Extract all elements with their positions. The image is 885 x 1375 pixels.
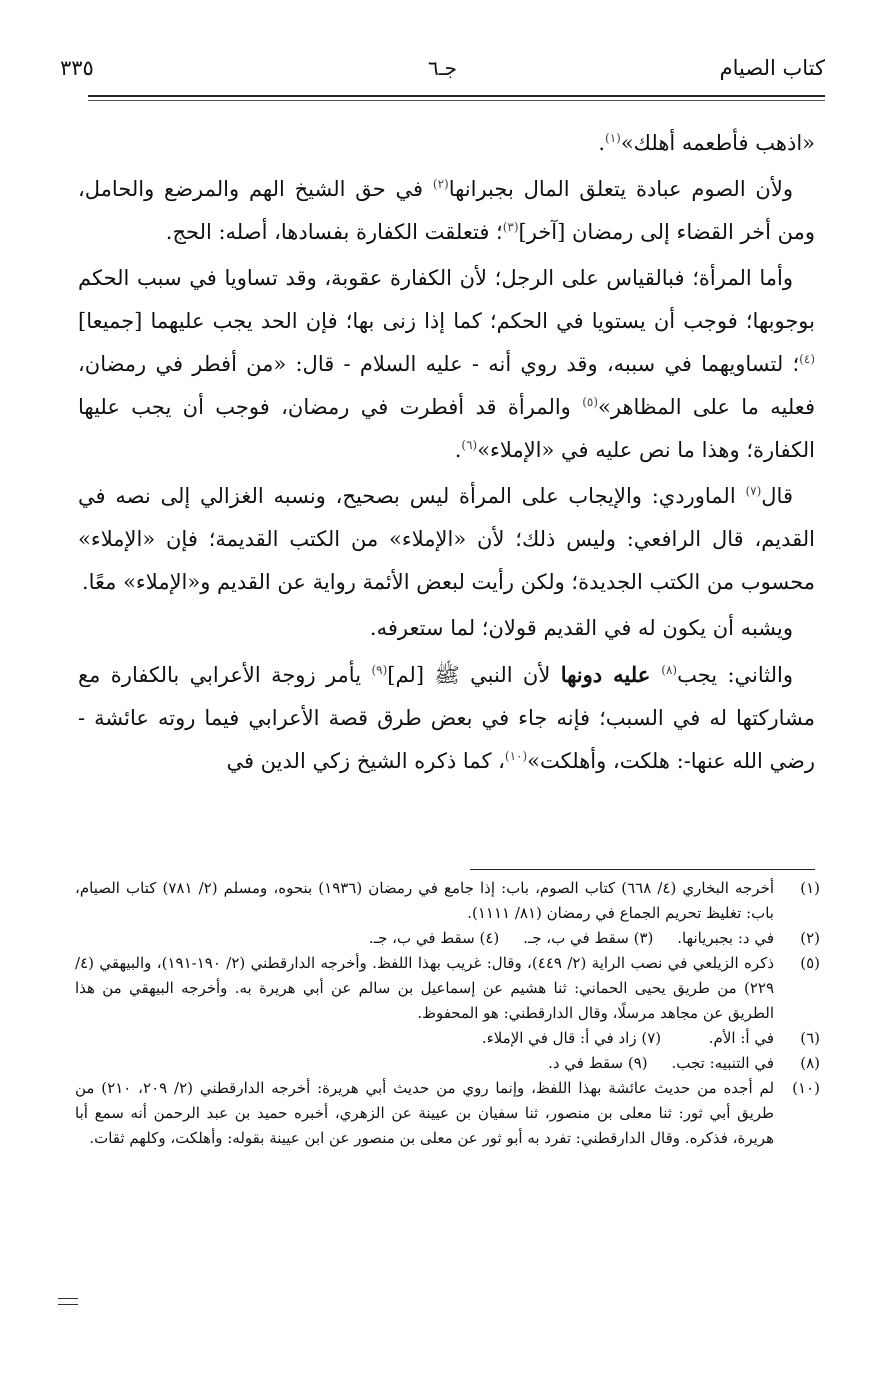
footnote-ref: (٥) [582,395,599,409]
footnote-item [75,926,820,951]
footnote-item [75,951,820,1026]
footnote-text: لم أجده من حديث عائشة بهذا اللفظ، وإنما روي من حديث أبي هريرة: أخرجه الدارقطني (٢/ ٢٠٩، ٢١٠) من طريق أبي ثور: ثنا معلى بن منصور، ثنا سفيان بن عيينة عن الزهري، أخبره حميد بن عبد الرحمن أنه سمع أبا هريرة، فذكره. وقال الدارقطني: تفرد به أبو ثور عن معلى بن منصور عن ابن عيينة بقوله: وأهلكت، وكلهم ثقات. [75,1079,775,1147]
page-header [60,48,825,92]
footnote-ref: (٣) [502,220,519,234]
main-text [78,122,815,786]
footnote-ref: (١) [605,131,621,145]
footnote-ref: (٤) [799,352,815,366]
text-run-bold: عليه دونها [560,662,662,687]
paragraph-6 [78,653,815,783]
footnote-ref: (٢) [432,177,449,191]
margin-mark [58,1298,78,1305]
text-run: ويشبه أن يكون له في القديم قولان؛ لما ستعرفه. [369,616,793,640]
text-run: الماوردي: والإيجاب على المرأة ليس بصحيح، ونسبه الغزالي إلى نصه في القديم، قال الرافعي: وليس ذلك؛ لأن «الإملاء» من الكتب القديمة؛ فإن «الإملاء» محسوب من الكتب الجديدة؛ ولكن رأيت لبعض الأئمة رواية عن القديم و«الإملاء» معًا. [78,484,815,594]
footnote-text: في التنبيه: تجب. (٩) سقط في د. [548,1054,774,1072]
footnote-number: (١) [800,879,820,897]
footnotes [75,876,820,1151]
text-run: يأمر زوجة الأعرابي بالكفارة مع مشاركتها له في السبب؛ فإنه جاء في بعض طرق قصة الأعرابي فيما روته عائشة - رضي الله عنها-: هلكت، وأهلكت» [78,663,815,773]
paragraph-1 [78,122,815,165]
footnote-number: (٦) [800,1029,820,1047]
footnote-text: أخرجه البخاري (٤/ ٦٦٨) كتاب الصوم، باب: إذا جامع في رمضان (١٩٣٦) بنحوه، ومسلم (٢/ ٧٨١) كتاب الصيام، باب: تغليظ تحريم الجماع في رمضان (٨١/ ١١١١). [75,879,775,922]
text-run: في حق الشيخ الهم والمرضع والحامل، ومن أخر القضاء إلى رمضان [آخر] [78,177,815,244]
footnote-item [75,1026,820,1051]
text-run: ، كما ذكره الشيخ زكي الدين في [226,749,505,773]
paragraph-3 [78,257,815,472]
running-title: كتاب الصيام [719,56,825,80]
footnote-number: (٨) [800,1054,820,1072]
text-run: ولأن الصوم عبادة يتعلق المال بجبرانها [448,177,793,201]
page-number: ٣٣٥ [60,56,94,80]
text-run: قال [761,484,793,508]
footnote-ref: (١٠) [504,749,528,763]
text-run: ؛ فتعلقت الكفارة بفسادها، أصله: الحج. [165,220,503,244]
text-run: . [598,131,605,155]
footnote-ref: (٦) [461,438,478,452]
paragraph-2 [78,168,815,254]
text-run: والمرأة قد أفطرت في رمضان، فوجب أن يجب عليها الكفارة؛ وهذا ما نص عليه في «الإملاء» [78,395,815,462]
volume-label: جـ٦ [428,56,457,80]
text-run: ؛ لتساويهما في سببه، وقد روي أنه - عليه السلام - قال: «من أفطر في رمضان، فعليه ما على المظاهر» [78,352,815,419]
footnote-text: في أ: الأم. (٧) زاد في أ: قال في الإملاء. [481,1029,774,1047]
footnote-number: (٥) [800,954,820,972]
footnote-separator [470,869,815,870]
footnote-item [75,1051,820,1076]
text-run: . [454,438,462,462]
footnote-text: في د: بجبريانها. (٣) سقط في ب، جـ. (٤) سقط في ب، جـ. [368,929,774,947]
footnote-number: (٢) [800,929,820,947]
footnote-item [75,876,820,926]
text-run: «اذهب فأطعمه أهلك» [620,131,815,155]
footnote-item [75,1076,820,1151]
footnote-ref: (٨) [661,663,678,677]
text-run: لأن النبي ﷺ [لم] [387,663,561,687]
footnote-ref: (٩) [371,663,388,677]
footnote-text: ذكره الزيلعي في نصب الراية (٢/ ٤٤٩)، وقال: غريب بهذا اللفظ. وأخرجه الدارقطني (٢/ ١٩٠-١٩١)، والبيهقي (٤/ ٢٢٩) من طريق يحيى الحماني: ثنا هشيم عن إسماعيل بن سالم عن أبي هريرة به. وأخرجه البيهقي من هذا الطريق عن مجاهد مرسلًا، وقال الدارقطني: هو المحفوظ. [75,954,774,1022]
text-run: وأما المرأة؛ فبالقياس على الرجل؛ لأن الكفارة عقوبة، وقد تساويا في سبب الحكم بوجوبها؛ فوجب أن يستويا في الحكم؛ كما إذا زنى بها؛ فإن الحد يجب عليهما [جميعا] [78,266,815,333]
paragraph-5 [78,607,815,650]
text-run: والثاني: يجب [677,663,794,687]
header-rule [88,95,825,97]
footnote-ref: (٧) [745,484,762,498]
header-rule-thin [88,100,825,101]
footnote-number: (١٠) [792,1079,820,1097]
paragraph-4 [78,475,815,604]
